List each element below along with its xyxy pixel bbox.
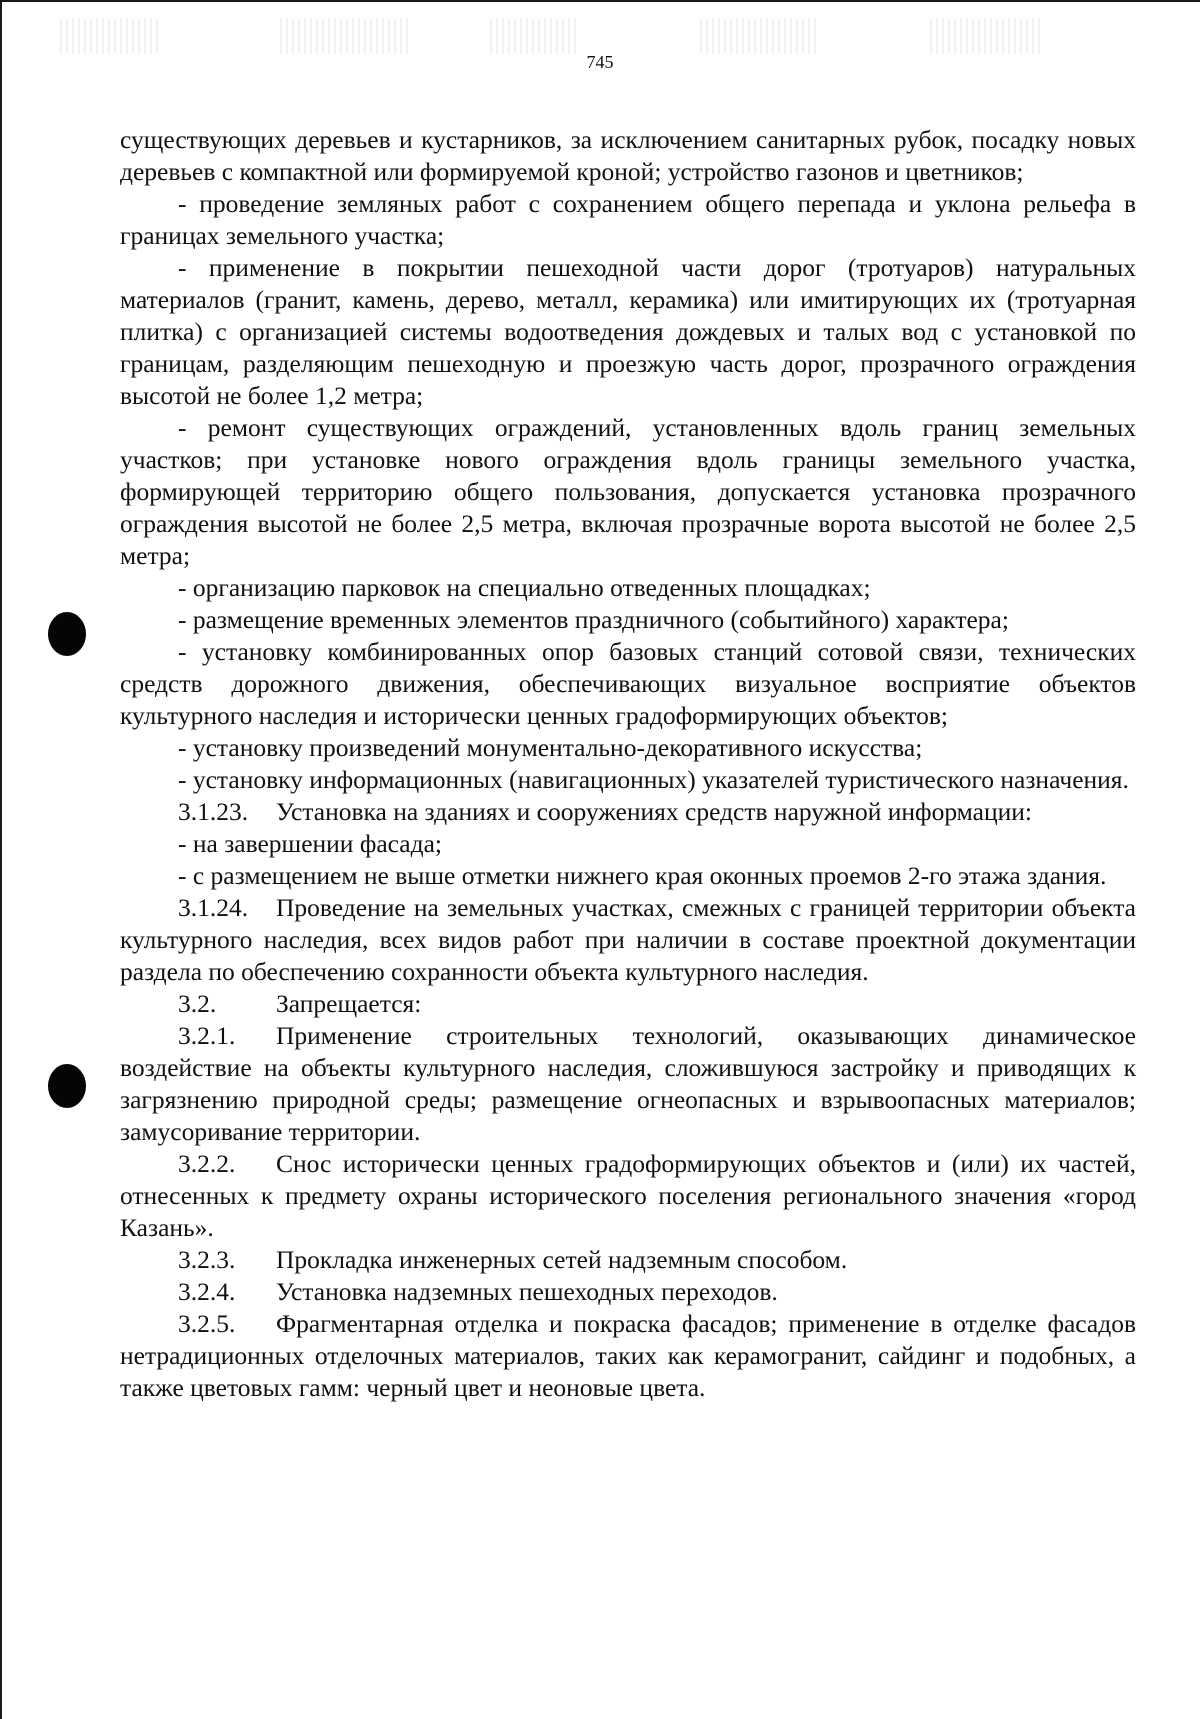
- clause-number: 3.2.4.: [178, 1277, 236, 1306]
- paragraph: [120, 572, 1136, 604]
- paragraph: [120, 124, 1136, 188]
- scan-noise: [490, 18, 580, 54]
- paragraph-text: Применение строительных технологий, оказывающих динамическое воздействие на объекты культурного наследия, сложившуюся застройку и приводящих к загрязнению природной среды; размещение огнеопасных и взрывоопасных материалов; замусоривание территории.: [120, 1021, 1136, 1146]
- paragraph-text: - с размещением не выше отметки нижнего края оконных проемов 2-го этажа здания.: [178, 861, 1107, 890]
- paragraph-text: - размещение временных элементов праздничного (событийного) характера;: [178, 605, 1009, 634]
- scan-noise: [280, 18, 410, 54]
- paragraph: [120, 1020, 1136, 1148]
- punch-hole-lower: [48, 1064, 86, 1108]
- paragraph-text: Запрещается:: [276, 989, 422, 1018]
- paragraph-text: - установку информационных (навигационных) указателей туристического назначения.: [178, 765, 1129, 794]
- scan-noise: [60, 18, 160, 54]
- paragraph: [120, 892, 1136, 988]
- paragraph-text: Прокладка инженерных сетей надземным способом.: [276, 1245, 848, 1274]
- paragraph-text: Установка на зданиях и сооружениях средств наружной информации:: [276, 797, 1032, 826]
- paragraph-text: - проведение земляных работ с сохранением общего перепада и уклона рельефа в границах земельного участка;: [120, 189, 1136, 250]
- paragraph: [120, 636, 1136, 732]
- document-body: [120, 124, 1136, 1404]
- paragraph-text: - ремонт существующих ограждений, установленных вдоль границ земельных участков; при установке нового ограждения вдоль границы земельного участка, формирующей территорию общего пользования, допускается установка прозрачного ограждения высотой не более 2,5 метра, включая прозрачные ворота высотой не более 2,5 метра;: [120, 413, 1136, 570]
- paragraph-text: Установка надземных пешеходных переходов.: [276, 1277, 778, 1306]
- paragraph-text: - применение в покрытии пешеходной части дорог (тротуаров) натуральных материалов (гранит, камень, дерево, металл, керамика) или имитирующих их (тротуарная плитка) с организацией системы водоотведения дождевых и талых вод с установкой по границам, разделяющим пешеходную и проезжую часть дорог, прозрачного ограждения высотой не более 1,2 метра;: [120, 253, 1136, 410]
- paragraph: [120, 860, 1136, 892]
- paragraph-text: Снос исторически ценных градоформирующих объектов и (или) их частей, отнесенных к предмету охраны исторического поселения регионального значения «город Казань».: [120, 1149, 1136, 1242]
- paragraph: [120, 828, 1136, 860]
- paragraph: [120, 796, 1136, 828]
- paragraph: [120, 764, 1136, 796]
- paragraph: [120, 1308, 1136, 1404]
- scan-noise: [700, 18, 820, 54]
- paragraph: [120, 188, 1136, 252]
- paragraph: [120, 604, 1136, 636]
- clause-number: 3.2.3.: [178, 1245, 236, 1274]
- paragraph-text: существующих деревьев и кустарников, за исключением санитарных рубок, посадку новых деревьев с компактной или формируемой кроной; устройство газонов и цветников;: [120, 125, 1136, 186]
- paragraph: [120, 732, 1136, 764]
- paragraph: [120, 412, 1136, 572]
- page-number: 745: [586, 52, 614, 72]
- paragraph: [120, 988, 1136, 1020]
- clause-number: 3.2.: [178, 989, 217, 1018]
- punch-hole-upper: [48, 612, 86, 656]
- paragraph-text: - на завершении фасада;: [178, 829, 442, 858]
- paragraph: [120, 1244, 1136, 1276]
- clause-number: 3.1.24.: [178, 893, 249, 922]
- paragraph-text: Фрагментарная отделка и покраска фасадов; применение в отделке фасадов нетрадиционных отделочных материалов, таких как керамогранит, сайдинг и подобных, а также цветовых гамм: черный цвет и неоновые цвета.: [120, 1309, 1136, 1402]
- paragraph: [120, 1276, 1136, 1308]
- paragraph: [120, 1148, 1136, 1244]
- paragraph-text: Проведение на земельных участках, смежных с границей территории объекта культурного наследия, всех видов работ при наличии в составе проектной документации раздела по обеспечению сохранности объекта культурного наследия.: [120, 893, 1136, 986]
- paragraph-text: - организацию парковок на специально отведенных площадках;: [178, 573, 871, 602]
- clause-number: 3.2.5.: [178, 1309, 236, 1338]
- paragraph: [120, 252, 1136, 412]
- scan-noise: [930, 18, 1040, 54]
- paragraph-text: - установку комбинированных опор базовых станций сотовой связи, технических средств дорожного движения, обеспечивающих визуальное восприятие объектов культурного наследия и исторически ценных градоформирующих объектов;: [120, 637, 1136, 730]
- paragraph-text: - установку произведений монументально-декоративного искусства;: [178, 733, 923, 762]
- clause-number: 3.2.2.: [178, 1149, 236, 1178]
- clause-number: 3.2.1.: [178, 1021, 236, 1050]
- clause-number: 3.1.23.: [178, 797, 249, 826]
